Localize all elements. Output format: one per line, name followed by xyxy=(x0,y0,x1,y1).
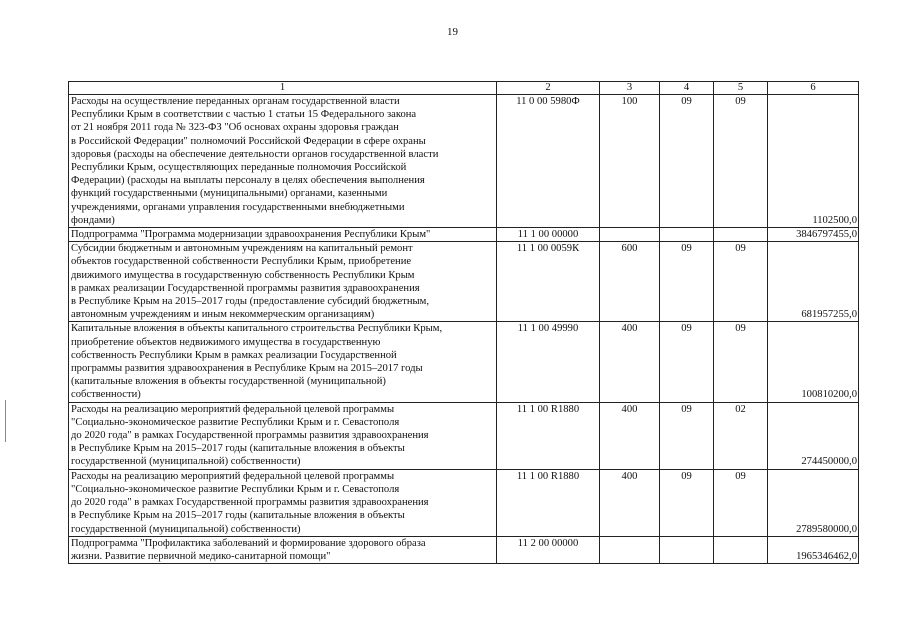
expense-name-line: Республики Крым, осуществляющих переданные полномочия Российской xyxy=(71,162,407,174)
expense-name-line: жизни. Развитие первичной медико-санитарной помощи" xyxy=(71,550,331,562)
target-article-code-cell: 11 2 00 00000 xyxy=(497,536,600,563)
expense-name-line: (капитальные вложения в объекты государственной (муниципальной) xyxy=(71,376,386,388)
target-article-code-cell: 11 1 00 00000 xyxy=(497,228,600,242)
expense-name-line: движимого имущества в государственную собственность Республики Крым xyxy=(71,269,415,281)
amount-cell: 274450000,0 xyxy=(768,402,859,469)
page-number: 19 xyxy=(447,26,458,38)
expense-name-line: Подпрограмма "Программа модернизации здравоохранения Республики Крым" xyxy=(71,229,431,241)
expense-name-line: в рамках реализации Государственной программы развития здравоохранения xyxy=(71,282,420,294)
expense-name-line: здоровья (расходы на обеспечение деятельности органов государственной власти xyxy=(71,148,439,160)
expense-name-cell xyxy=(69,228,497,242)
section-cell: 09 xyxy=(660,242,714,322)
table-row xyxy=(69,228,859,242)
subsection-cell: 09 xyxy=(714,322,768,402)
table-row xyxy=(69,536,859,563)
expense-name-cell xyxy=(69,95,497,228)
column-header: 1 xyxy=(69,82,497,95)
expense-name-line: Республики Крым в соответствии с частью 1 статьи 15 Федерального закона xyxy=(71,109,417,121)
expense-name-line: в Республике Крым на 2015–2017 годы (капитальные вложения в объекты xyxy=(71,443,405,455)
column-header: 6 xyxy=(768,82,859,95)
expense-type-cell: 400 xyxy=(600,322,660,402)
subsection-cell: 09 xyxy=(714,469,768,536)
section-cell: 09 xyxy=(660,95,714,228)
margin-mark xyxy=(5,400,6,442)
expense-name-cell xyxy=(69,242,497,322)
expense-name-line: Федерации) (расходы на выплаты персоналу в целях обеспечения выполнения xyxy=(71,175,425,187)
expense-type-cell: 600 xyxy=(600,242,660,322)
expense-name-line: Расходы на реализацию мероприятий федеральной целевой программы xyxy=(71,403,395,415)
expense-type-cell: 400 xyxy=(600,402,660,469)
expense-name-line: в Российской Федерации" полномочий Российской Федерации в сфере охраны xyxy=(71,135,426,147)
subsection-cell: 02 xyxy=(714,402,768,469)
amount-cell: 681957255,0 xyxy=(768,242,859,322)
subsection-cell xyxy=(714,536,768,563)
expense-type-cell xyxy=(600,228,660,242)
expense-name-line: от 21 ноября 2011 года № 323-ФЗ "Об основах охраны здоровья граждан xyxy=(71,122,399,134)
subsection-cell: 09 xyxy=(714,242,768,322)
subsection-cell: 09 xyxy=(714,95,768,228)
expense-name-line: Расходы на реализацию мероприятий федеральной целевой программы xyxy=(71,470,395,482)
section-cell: 09 xyxy=(660,322,714,402)
expense-name-line: программы развития здравоохранения в Республике Крым на 2015–2017 годы xyxy=(71,363,423,375)
expense-name-cell xyxy=(69,402,497,469)
expense-name-line: учреждениями, органами управления государственными внебюджетными xyxy=(71,201,405,213)
expense-name-line: Капитальные вложения в объекты капитального строительства Республики Крым, xyxy=(71,323,443,335)
expense-type-cell: 100 xyxy=(600,95,660,228)
target-article-code-cell: 11 1 00 0059К xyxy=(497,242,600,322)
expense-type-cell: 400 xyxy=(600,469,660,536)
expense-name-line: "Социально-экономическое развитие Республики Крым и г. Севастополя xyxy=(71,483,400,495)
table-row xyxy=(69,95,859,228)
column-header: 5 xyxy=(714,82,768,95)
table-row xyxy=(69,322,859,402)
expense-name-line: собственности) xyxy=(71,389,141,401)
expense-name-line: до 2020 года" в рамках Государственной программы развития здравоохранения xyxy=(71,497,429,509)
subsection-cell xyxy=(714,228,768,242)
table-row xyxy=(69,402,859,469)
amount-cell: 100810200,0 xyxy=(768,322,859,402)
target-article-code-cell: 11 0 00 5980Ф xyxy=(497,95,600,228)
expense-name-line: Субсидии бюджетным и автономным учреждениям на капитальный ремонт xyxy=(71,243,413,255)
amount-cell: 1102500,0 xyxy=(768,95,859,228)
expense-name-line: фондами) xyxy=(71,214,115,226)
column-header: 4 xyxy=(660,82,714,95)
amount-cell: 3846797455,0 xyxy=(768,228,859,242)
expense-name-line: до 2020 года" в рамках Государственной программы развития здравоохранения xyxy=(71,430,429,442)
expense-name-line: в Республике Крым на 2015–2017 годы (предоставление субсидий бюджетным, xyxy=(71,296,429,308)
target-article-code-cell: 11 1 00 R1880 xyxy=(497,402,600,469)
expense-name-line: объектов государственной собственности Республики Крым, приобретение xyxy=(71,256,412,268)
expense-name-cell xyxy=(69,322,497,402)
table-row xyxy=(69,469,859,536)
column-header: 3 xyxy=(600,82,660,95)
section-cell xyxy=(660,536,714,563)
expense-name-line: в Республике Крым на 2015–2017 годы (капитальные вложения в объекты xyxy=(71,510,405,522)
expense-name-line: функций государственными (муниципальными) органами, казенными xyxy=(71,188,388,200)
section-cell: 09 xyxy=(660,469,714,536)
expense-name-line: государственной (муниципальной) собственности) xyxy=(71,456,301,468)
expense-name-cell xyxy=(69,469,497,536)
target-article-code-cell: 11 1 00 49990 xyxy=(497,322,600,402)
column-header: 2 xyxy=(497,82,600,95)
target-article-code-cell: 11 1 00 R1880 xyxy=(497,469,600,536)
expense-name-line: автономным учреждениям и иным некоммерческим организациям) xyxy=(71,309,375,321)
amount-cell: 2789580000,0 xyxy=(768,469,859,536)
amount-cell: 1965346462,0 xyxy=(768,536,859,563)
column-number-row xyxy=(69,82,859,95)
expense-name-line: Расходы на осуществление переданных органам государственной власти xyxy=(71,96,400,107)
expense-name-line: собственность Республики Крым в рамках реализации Государственной xyxy=(71,349,397,361)
expense-name-line: приобретение объектов недвижимого имущества в государственную xyxy=(71,336,381,348)
expense-type-cell xyxy=(600,536,660,563)
expense-name-line: "Социально-экономическое развитие Республики Крым и г. Севастополя xyxy=(71,416,400,428)
section-cell: 09 xyxy=(660,402,714,469)
section-cell xyxy=(660,228,714,242)
table-body xyxy=(69,82,859,564)
expense-name-cell xyxy=(69,536,497,563)
table-row xyxy=(69,242,859,322)
expense-name-line: Подпрограмма "Профилактика заболеваний и формирование здорового образа xyxy=(71,537,426,549)
budget-table xyxy=(68,81,859,564)
expense-name-line: государственной (муниципальной) собственности) xyxy=(71,523,301,535)
